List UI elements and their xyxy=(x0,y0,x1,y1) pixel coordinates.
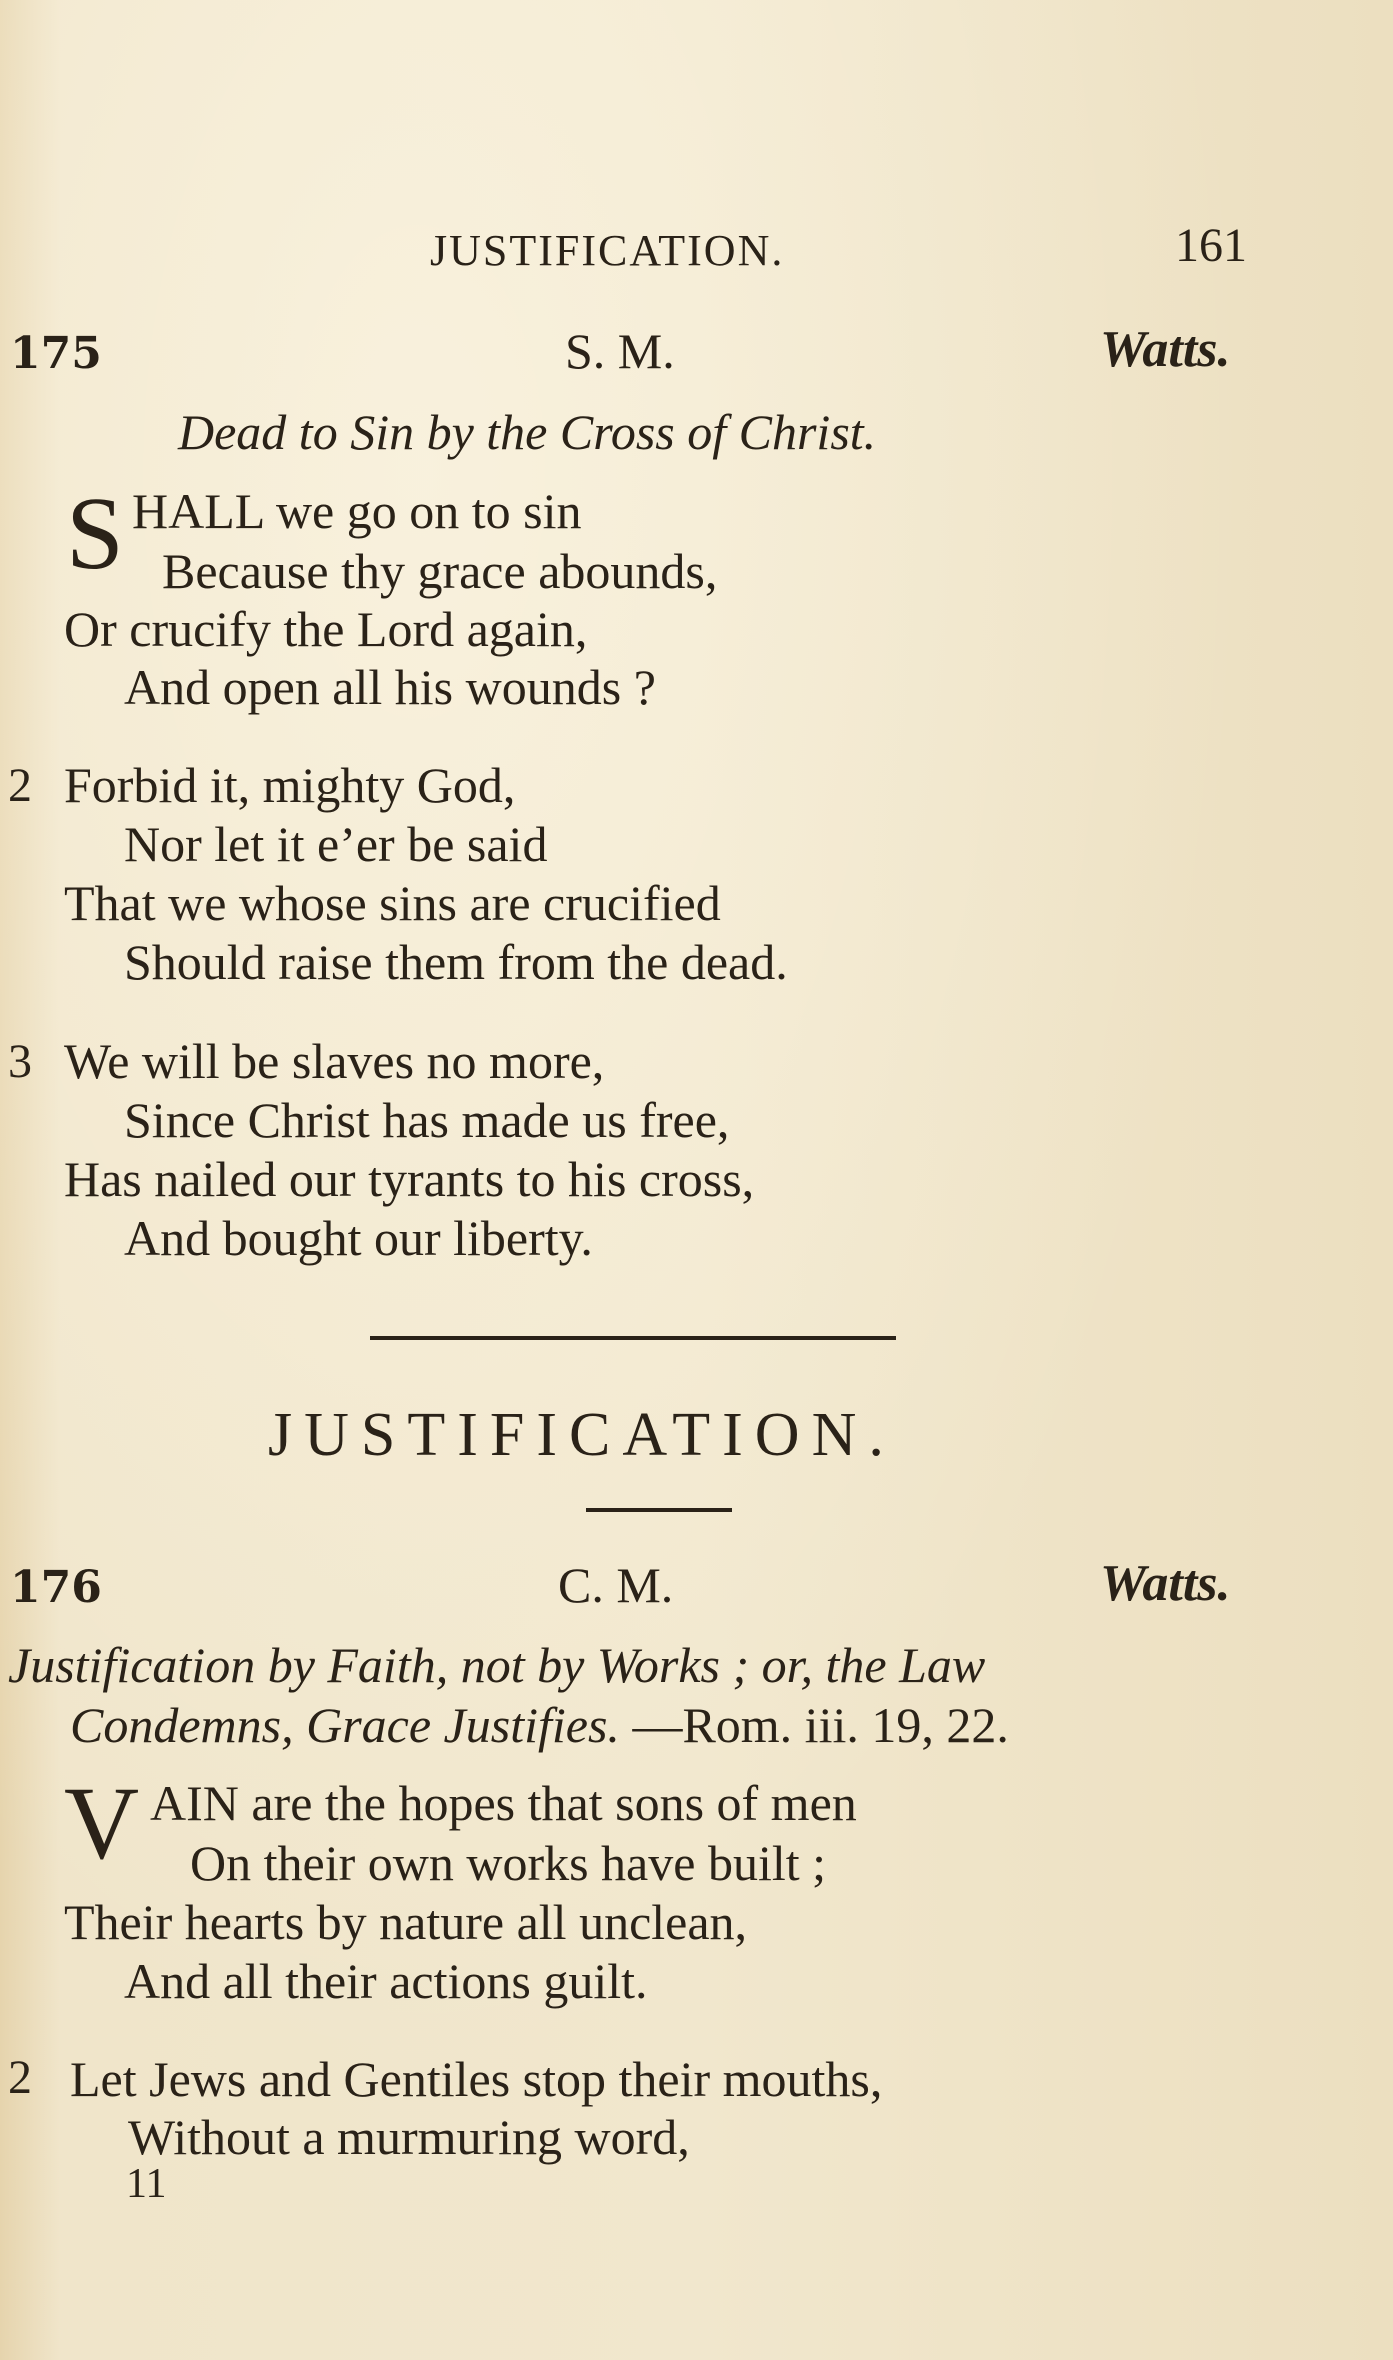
hymn-175-s3-line3: Has nailed our tyrants to his cross, xyxy=(64,1151,755,1207)
section-rule-bottom xyxy=(586,1508,732,1512)
hymn-175-s2-line3: That we whose sins are crucified xyxy=(64,875,721,931)
hymn-175-s1-line2: Because thy grace abounds, xyxy=(162,543,718,599)
section-title: JUSTIFICATION. xyxy=(268,1401,896,1469)
hymn-175-title: Dead to Sin by the Cross of Christ. xyxy=(178,404,877,460)
running-head: JUSTIFICATION. xyxy=(430,226,785,275)
hymn-176-author: Watts. xyxy=(1100,1555,1231,1612)
hymn-176-dropcap: V xyxy=(64,1766,140,1881)
hymn-175-s2-line2: Nor let it e’er be said xyxy=(124,816,548,872)
hymn-175-stanza3-number: 3 xyxy=(8,1035,32,1088)
hymn-175-stanza2-number: 2 xyxy=(8,759,32,812)
hymn-175-s3-line1: We will be slaves no more, xyxy=(64,1033,605,1089)
hymn-176-s1-line1: AIN are the hopes that sons of men xyxy=(150,1775,857,1831)
hymn-176-number: 176 xyxy=(10,1562,102,1613)
hymn-176-scripture-ref: —Rom. iii. 19, 22. xyxy=(619,1697,1009,1753)
section-rule-top xyxy=(370,1336,896,1340)
hymn-175-s2-line4: Should raise them from the dead. xyxy=(124,934,788,990)
hymn-175-s2-line1: Forbid it, mighty God, xyxy=(64,757,516,813)
hymn-175-dropcap: S xyxy=(66,476,124,591)
hymn-175-author: Watts. xyxy=(1100,321,1231,378)
hymn-175-s1-line4: And open all his wounds ? xyxy=(124,659,656,715)
hymn-176-meter: C. M. xyxy=(558,1557,674,1613)
signature-mark: 11 xyxy=(126,2161,167,2207)
hymn-176-title-line1: Justification by Faith, not by Works ; or, the Law xyxy=(8,1637,986,1693)
hymn-175-meter: S. M. xyxy=(565,323,675,379)
hymn-176-stanza2-number: 2 xyxy=(8,2051,32,2104)
hymn-175-s3-line4: And bought our liberty. xyxy=(124,1210,593,1266)
hymn-175-number: 175 xyxy=(10,328,102,379)
hymn-176-s1-line3: Their hearts by nature all unclean, xyxy=(64,1894,748,1950)
hymn-175-s1-line3: Or crucify the Lord again, xyxy=(64,601,588,657)
hymn-176-s1-line4: And all their actions guilt. xyxy=(124,1953,648,2009)
hymn-176-s1-line2: On their own works have built ; xyxy=(190,1835,827,1891)
hymn-176-title-line2 xyxy=(70,1696,1009,1754)
hymn-175-s3-line2: Since Christ has made us free, xyxy=(124,1092,730,1148)
hymn-175-s1-line1: HALL we go on to sin xyxy=(132,483,582,539)
hymn-176-s2-line1: Let Jews and Gentiles stop their mouths, xyxy=(70,2051,883,2107)
page-number: 161 xyxy=(1175,219,1247,272)
hymn-176-title-italic: Condemns, Grace Justifies. xyxy=(70,1697,620,1753)
hymn-176-s2-line2: Without a murmuring word, xyxy=(128,2109,690,2165)
